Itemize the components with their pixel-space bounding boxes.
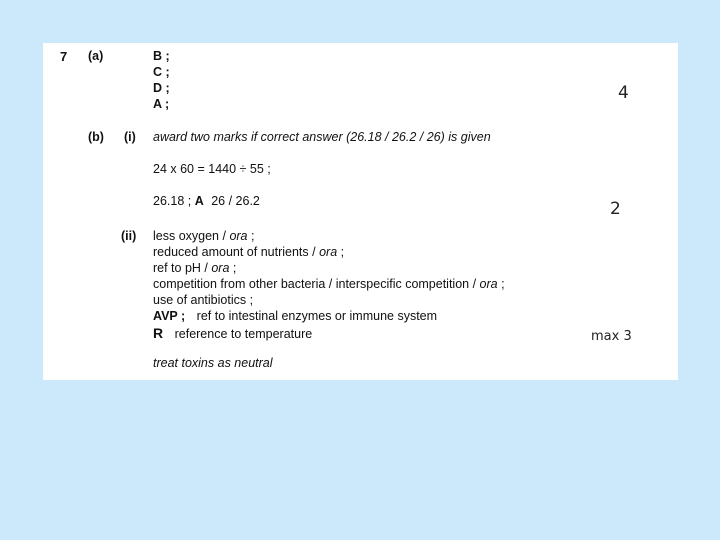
part-a-handwritten-mark: 4 (618, 83, 629, 103)
part-b-i-working: 24 x 60 = 1440 ÷ 55 ; (153, 162, 271, 176)
part-b-ii-point-2 (153, 245, 344, 259)
part-a-label: (a) (88, 49, 104, 63)
part-a-answer-4: A ; (153, 97, 170, 111)
part-a-answer-3: D ; (153, 81, 170, 95)
reject-letter: R (153, 325, 164, 341)
part-b-ii-reject-line (153, 325, 312, 341)
part-b-ii-point-5 (153, 293, 253, 307)
part-b-i-label: (i) (124, 130, 136, 144)
part-b-i-instruction: award two marks if correct answer (26.18 / 26.2 / 26) is given (153, 130, 491, 144)
point-text: less oxygen / (153, 229, 230, 243)
part-b-ii-point-1 (153, 229, 254, 243)
point-text: use of antibiotics ; (153, 293, 254, 307)
part-a-answer-1: B ; (153, 49, 170, 63)
part-b-ii-point-3 (153, 261, 236, 275)
avp-text: ref to intestinal enzymes or immune system (196, 309, 438, 323)
accept-letter: A (194, 194, 204, 208)
mark-scheme-sheet (43, 43, 678, 380)
point-text: reduced amount of nutrients / (153, 245, 320, 259)
ora-tag: ora (319, 245, 338, 259)
point-end: ; (497, 277, 505, 291)
part-a-answer-2: C ; (153, 65, 170, 79)
part-b-ii-handwritten-mark: max 3 (591, 329, 632, 344)
ora-tag: ora (211, 261, 230, 275)
ora-tag: ora (479, 277, 498, 291)
answer-value: 26.18 ; (153, 194, 192, 208)
part-b-ii-note: treat toxins as neutral (153, 356, 273, 370)
point-end: ; (337, 245, 345, 259)
avp-label: AVP ; (153, 309, 186, 323)
point-text: ref to pH / (153, 261, 212, 275)
part-b-ii-label: (ii) (121, 229, 137, 243)
part-b-i-handwritten-mark: 2 (610, 199, 621, 219)
accept-values: 26 / 26.2 (211, 194, 260, 208)
point-end: ; (229, 261, 237, 275)
point-end: ; (247, 229, 255, 243)
part-b-ii-point-4 (153, 277, 505, 291)
question-number: 7 (60, 49, 68, 64)
part-b-label: (b) (88, 130, 104, 144)
part-b-i-answer (153, 194, 260, 208)
point-text: competition from other bacteria / interspecific competition / (153, 277, 480, 291)
ora-tag: ora (229, 229, 248, 243)
part-b-ii-avp-line (153, 309, 437, 323)
reject-text: reference to temperature (174, 327, 313, 341)
